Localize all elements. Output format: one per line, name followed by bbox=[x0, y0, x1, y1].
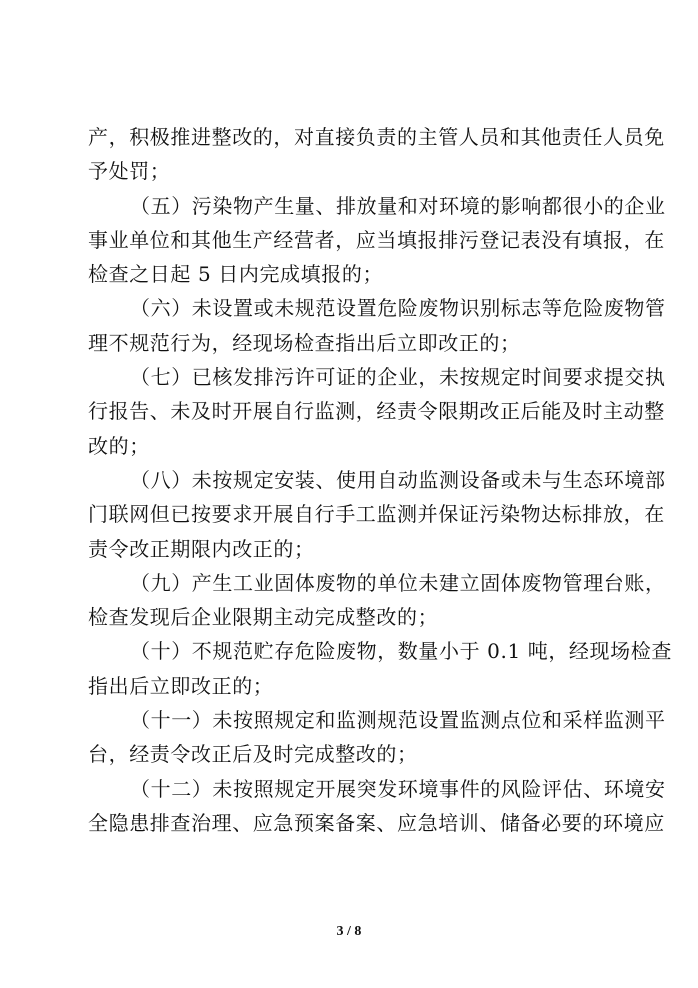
document-body bbox=[88, 120, 672, 840]
text-line: 检查之日起 5 日内完成填报的； bbox=[88, 262, 384, 287]
text-line: 指出后立即改正的； bbox=[88, 673, 274, 698]
text-line: （十一）未按照规定和监测规范设置监测点位和采样监测平 bbox=[130, 708, 666, 733]
text-line: 事业单位和其他生产经营者，应当填报排污登记表没有填报，在 bbox=[88, 227, 665, 252]
text-line: 理不规范行为，经现场检查指出后立即改正的； bbox=[88, 330, 521, 355]
text-line: （十）不规范贮存危险废物，数量小于 0.1 吨，经现场检查 bbox=[130, 639, 672, 664]
page-number: 3 / 8 bbox=[336, 924, 362, 939]
text-line: （六）未设置或未规范设置危险废物识别标志等危险废物管 bbox=[130, 296, 666, 321]
text-line: （十二）未按照规定开展突发环境事件的风险评估、环境安 bbox=[130, 776, 666, 801]
text-line: 改的； bbox=[88, 433, 150, 458]
text-line: （九）产生工业固体废物的单位未建立固体废物管理台账， bbox=[130, 570, 666, 595]
text-line: （八）未按规定安装、使用自动监测设备或未与生态环境部 bbox=[130, 467, 666, 492]
text-line: 行报告、未及时开展自行监测，经责令限期改正后能及时主动整 bbox=[88, 399, 665, 424]
text-line: 全隐患排查治理、应急预案备案、应急培训、储备必要的环境应 bbox=[88, 810, 665, 835]
text-line: 台，经责令改正后及时完成整改的； bbox=[88, 742, 418, 767]
text-line: 检查发现后企业限期主动完成整改的； bbox=[88, 605, 439, 630]
text-line: 予处罚； bbox=[88, 159, 171, 184]
text-line: （七）已核发排污许可证的企业，未按规定时间要求提交执 bbox=[130, 365, 666, 390]
text-line: （五）污染物产生量、排放量和对环境的影响都很小的企业 bbox=[130, 193, 666, 218]
text-line: 责令改正期限内改正的； bbox=[88, 536, 315, 561]
text-line: 门联网但已按要求开展自行手工监测并保证污染物达标排放，在 bbox=[88, 502, 665, 527]
text-line: 产，积极推进整改的，对直接负责的主管人员和其他责任人员免 bbox=[88, 125, 665, 149]
